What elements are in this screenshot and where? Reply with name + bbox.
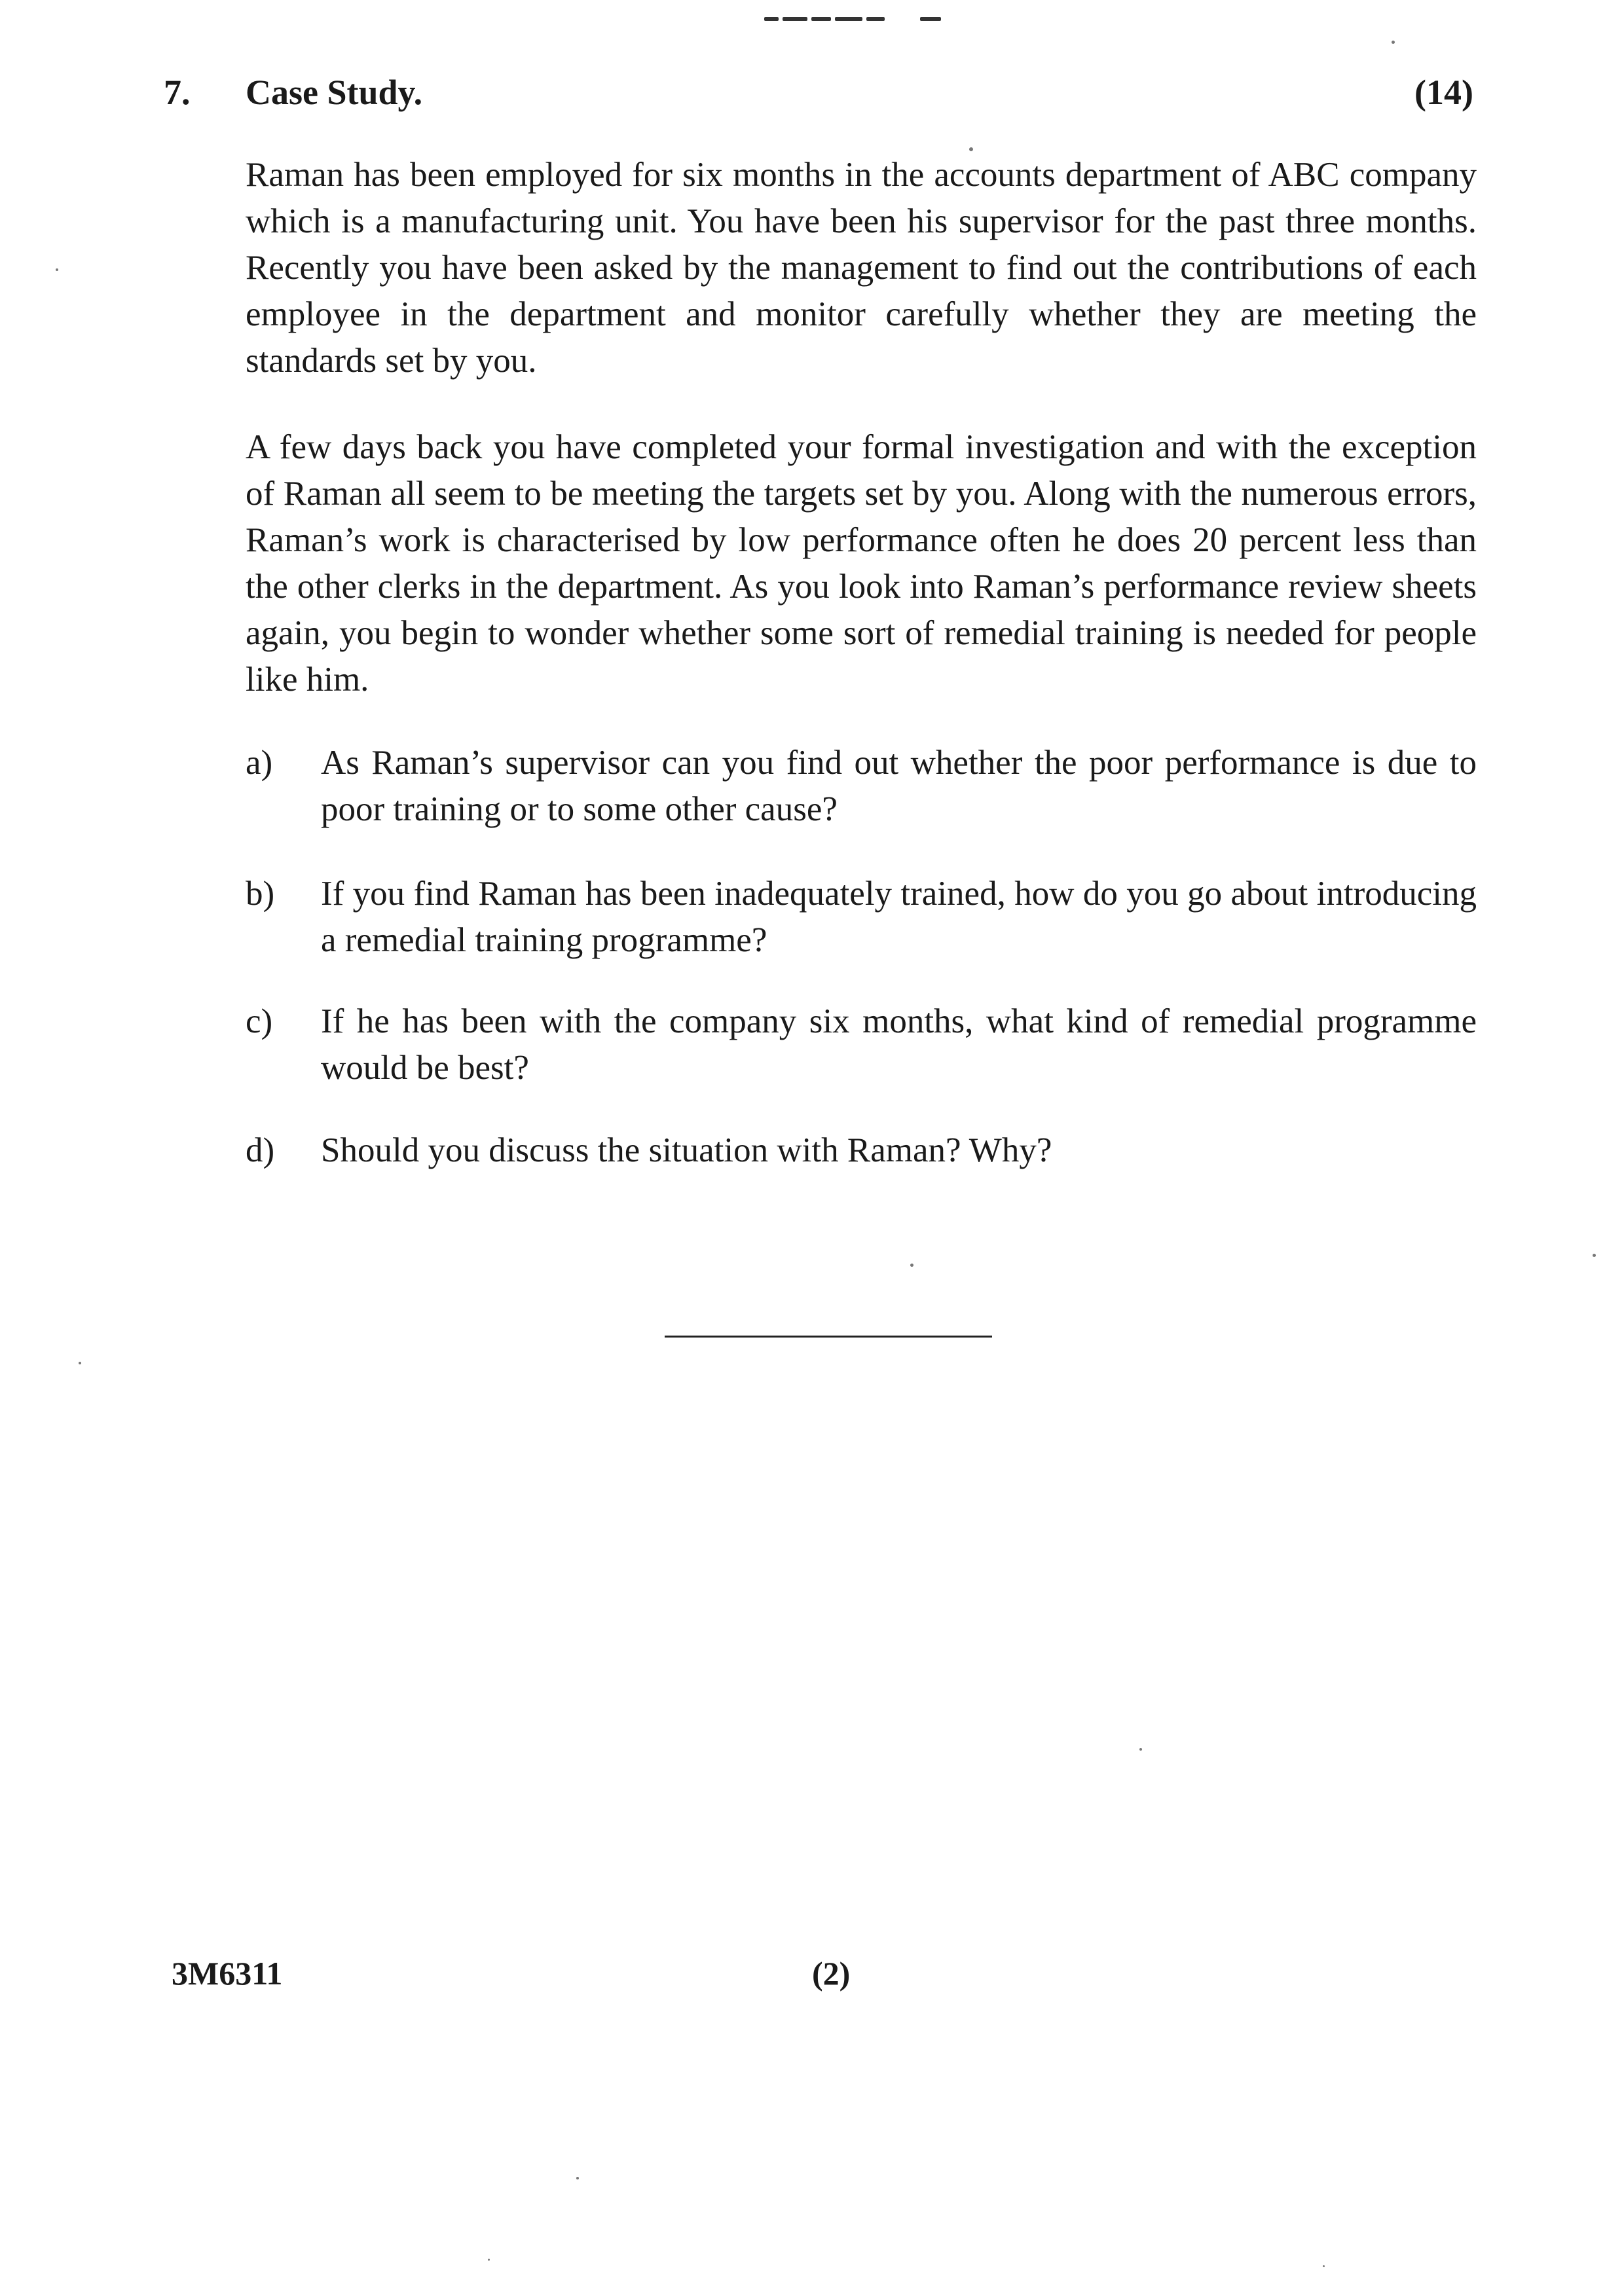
scan-speck bbox=[910, 1264, 913, 1267]
case-paragraph-1: Raman has been employed for six months in the accounts department of ABC company which is a manufacturing unit. You have been his supervisor for the past three months. Recently you have been asked by the management to find out the contributions of each employee in the department and monitor carefully whether they are meeting the standards set by you. bbox=[246, 156, 1477, 380]
scan-speck bbox=[79, 1362, 81, 1364]
sub-question-text: Should you discuss the situation with Raman? Why? bbox=[321, 1131, 1052, 1169]
sub-question-label: d) bbox=[246, 1131, 275, 1169]
sub-question-text: If you find Raman has been inadequately trained, how do you go about introducing a remedial training programme? bbox=[321, 875, 1477, 959]
sub-question-text: If he has been with the company six months, what kind of remedial programme would be best? bbox=[321, 1002, 1477, 1087]
scan-speck bbox=[1392, 41, 1395, 44]
sub-question-label: c) bbox=[246, 1002, 273, 1040]
scan-speck bbox=[1593, 1254, 1596, 1257]
scan-speck bbox=[56, 268, 58, 271]
question-marks: (14) bbox=[1414, 73, 1473, 112]
cut-off-section-heading bbox=[763, 3, 943, 22]
scan-speck bbox=[576, 2177, 579, 2179]
sub-question-label: b) bbox=[246, 875, 275, 913]
question-number: 7. bbox=[164, 73, 191, 112]
end-of-questions-divider bbox=[665, 1336, 992, 1338]
scan-speck bbox=[1139, 1748, 1142, 1751]
question-header bbox=[164, 72, 1473, 124]
sub-question-text: As Raman’s supervisor can you find out whether the poor performance is due to poor training or to some other cause? bbox=[321, 744, 1477, 828]
question-title: Case Study. bbox=[246, 73, 423, 112]
case-paragraph-2: A few days back you have completed your formal investigation and with the exception of Raman all seem to be meeting the targets set by you. Along with the numerous errors, Raman’s work is characterised by low performance often he does 20 percent less than the other clerks in the department. As you look into Raman’s performance review sheets again, you begin to wonder whether some sort of remedial training is needed for people like him. bbox=[246, 428, 1477, 699]
scan-speck bbox=[488, 2259, 490, 2261]
page-number: (2) bbox=[812, 1955, 851, 1992]
sub-question-label: a) bbox=[246, 744, 273, 782]
paper-code: 3M6311 bbox=[172, 1955, 283, 1992]
scan-speck bbox=[969, 147, 973, 151]
scan-speck bbox=[1323, 2265, 1325, 2267]
